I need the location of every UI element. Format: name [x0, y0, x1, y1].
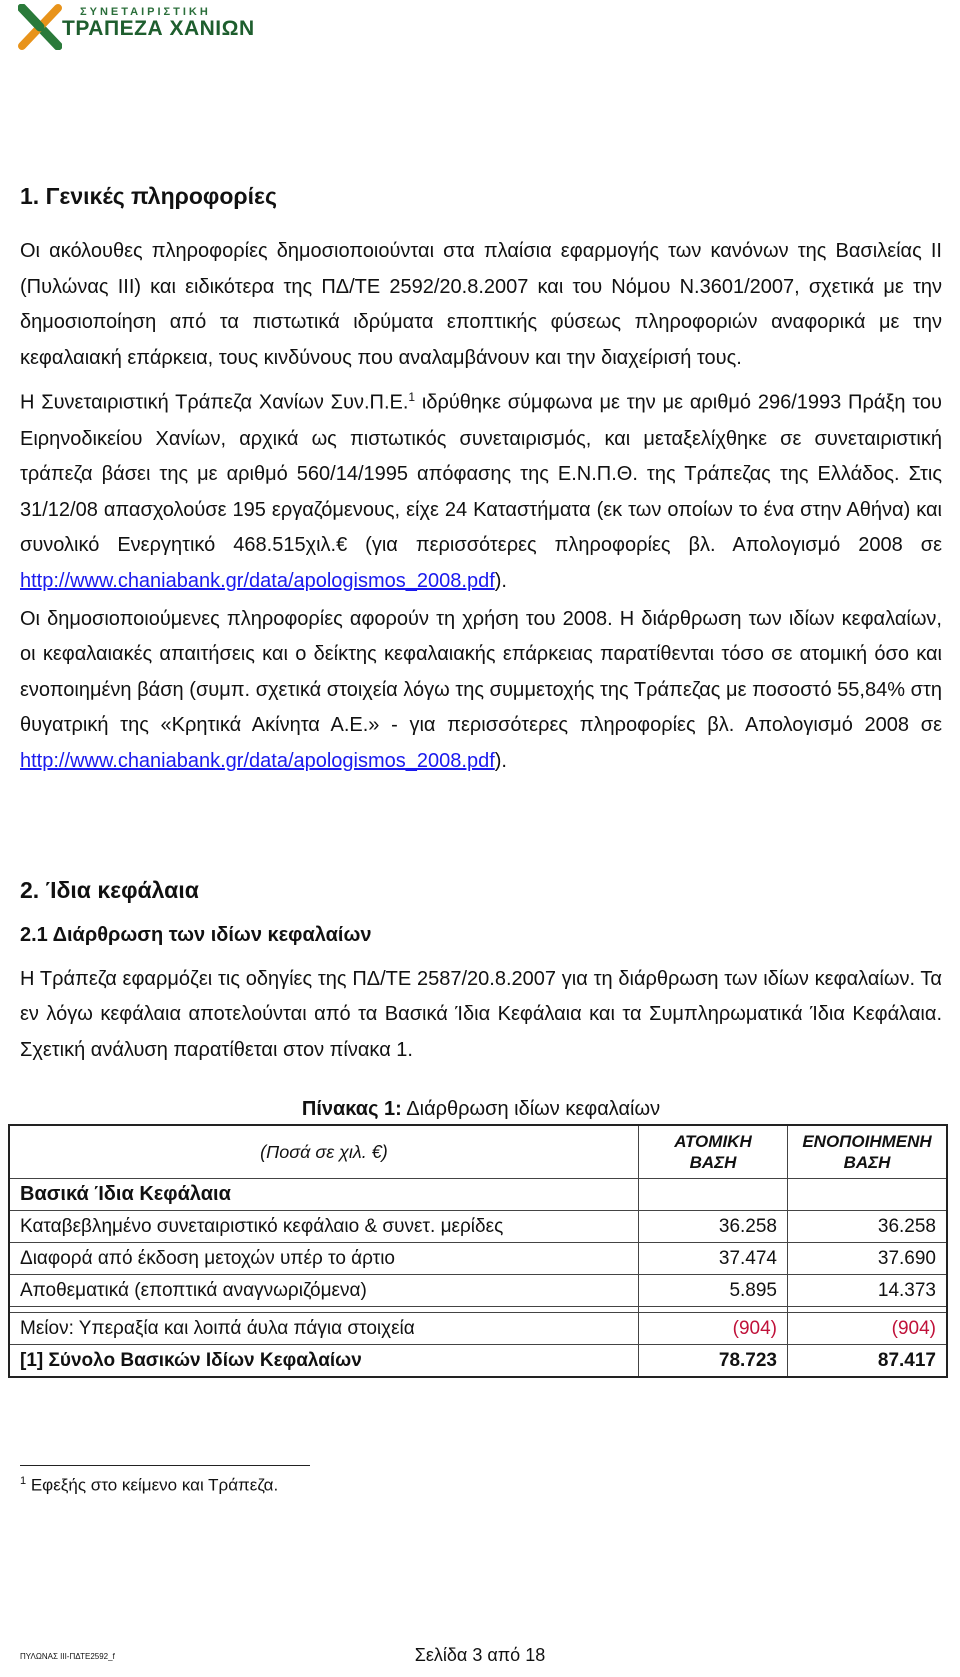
page-number: Σελίδα 3 από 18	[414, 1645, 546, 1665]
table1-title-text: Διάρθρωση ιδίων κεφαλαίων	[401, 1098, 661, 1121]
row-value-individual: 37.474	[639, 1243, 788, 1275]
group-label: Βασικά Ίδια Κεφάλαια	[9, 1179, 639, 1211]
footnote-text: Εφεξής στο κείμενο και Τράπεζα.	[26, 1475, 279, 1495]
section2-subheading: 2.1 Διάρθρωση των ιδίων κεφαλαίων	[20, 923, 372, 946]
footnote-ref[interactable]: 1	[408, 390, 416, 405]
group-row	[9, 1179, 947, 1211]
p2-body: ιδρύθηκε σύμφωνα με την με αριθμό 296/1993 Πράξη του Ειρηνοδικείου Χανίων, αρχικά ως πιστωτικός συνεταιρισμός, και μεταξελίχθηκε σε συνεταιριστική τράπεζα βάσει της με αριθμό 560/14/1995 απόφασης της Ε.Ν.Π.Θ. της Τράπεζας της Ελλάδος. Στις 31/12/08 απασχολούσε 195 εργαζόμενους, είχε 24 Καταστήματα (εκ των οποίων το ένα στην Αθήνα) και συνολικό Ενεργητικό 468.515χιλ.€ (για περισσότερες πληροφορίες βλ. Απολογισμό 2008 σε	[20, 392, 942, 557]
total-value-individual: 78.723	[639, 1345, 788, 1378]
section2-paragraph-1: Η Τράπεζα εφαρμόζει τις οδηγίες της ΠΔ/ΤΕ 2587/20.8.2007 για τη διάρθρωση των ιδίων κεφαλαίων. Τα εν λόγω κεφάλαια αποτελούνται από τα Βασικά Ίδια Κεφάλαια και τα Συμπληρωματικά Ίδια Κεφάλαια. Σχετική ανάλυση παρατίθεται στον πίνακα 1.	[20, 967, 942, 1061]
table-header-row	[9, 1125, 947, 1179]
logo-x-icon	[18, 4, 62, 50]
empty-cell	[788, 1179, 948, 1211]
row-label: Καταβεβλημένο συνεταιριστικό κεφάλαιο & συνετ. μερίδες	[9, 1211, 639, 1243]
p2-end: ).	[494, 570, 507, 592]
table-row	[9, 1243, 947, 1275]
col-header-consolidated: ΕΝΟΠΟΙΗΜΕΝΗ ΒΑΣΗ	[788, 1125, 948, 1179]
section1-paragraph-2	[20, 380, 942, 599]
brand-top-text: ΣΥΝΕΤΑΙΡΙΣΤΙΚΗ	[80, 6, 211, 18]
row-value-individual: 36.258	[639, 1211, 788, 1243]
section2-heading: 2. Ίδια κεφάλαια	[20, 876, 199, 903]
table-row	[9, 1275, 947, 1307]
apologismos-link-1[interactable]: http://www.chaniabank.gr/data/apologismos_2008.pdf	[20, 570, 495, 592]
bank-logo	[18, 2, 258, 52]
footnote	[20, 1475, 278, 1496]
col-header-individual: ΑΤΟΜΙΚΗ ΒΑΣΗ	[639, 1125, 788, 1179]
p2-start: Η Συνεταιριστική Τράπεζα Χανίων Συν.Π.Ε.	[20, 392, 409, 415]
table1-title-label: Πίνακας 1:	[301, 1098, 402, 1121]
footnote-divider	[20, 1465, 310, 1466]
row-value-consolidated: 37.690	[788, 1243, 948, 1275]
row-value-consolidated: 14.373	[788, 1275, 948, 1307]
row-value-individual: (904)	[639, 1313, 788, 1345]
apologismos-link-2[interactable]: http://www.chaniabank.gr/data/apologismos_2008.pdf	[20, 749, 495, 772]
table-row	[9, 1211, 947, 1243]
footnote-number: 1	[20, 1475, 27, 1487]
minus-row	[9, 1313, 947, 1345]
section1-paragraph-1: Οι ακόλουθες πληροφορίες δημοσιοποιούνται στα πλαίσια εφαρμογής των κανόνων της Βασιλείας ΙΙ (Πυλώνας ΙΙΙ) και ειδικότερα της ΠΔ/ΤΕ 2592/20.8.2007 και του Νόμου Ν.3601/2007, σχετικά με την δημοσιοποίηση από τα πιστωτικά ιδρύματα εποπτικής φύσεως πληροφοριών αναφορικά με την κεφαλαιακή επάρκεια, τους κινδύνους που αναλαμβάνουν και την διαχείρισή τους.	[20, 240, 942, 369]
empty-cell	[639, 1179, 788, 1211]
capital-structure-table	[8, 1124, 948, 1378]
unit-cell: (Ποσά σε χιλ. €)	[9, 1125, 639, 1179]
section1-paragraph-3	[20, 602, 942, 780]
footer-doc-id: ΠΥΛΩΝΑΣ ΙΙΙ-ΠΔΤΕ2592_f	[20, 1652, 115, 1661]
row-value-consolidated: 36.258	[788, 1211, 948, 1243]
total-value-consolidated: 87.417	[788, 1345, 948, 1378]
table1-title	[20, 1094, 942, 1124]
row-label: Μείον: Υπεραξία και λοιπά άυλα πάγια στοιχεία	[9, 1313, 639, 1345]
row-label: Διαφορά από έκδοση μετοχών υπέρ το άρτιο	[9, 1243, 639, 1275]
row-label: Αποθεματικά (εποπτικά αναγνωριζόμενα)	[9, 1275, 639, 1307]
total-row	[9, 1345, 947, 1378]
p3-body: Οι δημοσιοποιούμενες πληροφορίες αφορούν τη χρήση του 2008. Η διάρθρωση των ιδίων κεφαλαίων, οι κεφαλαιακές απαιτήσεις και ο δείκτης κεφαλαιακής επάρκειας παρατίθενται τόσο σε ατομική όσο και ενοποιημένη βάση (συμπ. σχετικά στοιχεία λόγω της συμμετοχής της Τράπεζας με ποσοστό 55,84% στη θυγατρική της «Κρητικά Ακίνητα Α.Ε.» - για περισσότερες πληροφορίες βλ. Απολογισμό 2008 σε	[20, 607, 942, 737]
brand-main-text: ΤΡΑΠΕΖΑ ΧΑΝΙΩΝ	[62, 17, 255, 40]
document-content	[20, 180, 942, 1378]
section1-heading: 1. Γενικές πληροφορίες	[20, 183, 277, 209]
p3-end: ).	[494, 749, 507, 772]
total-label: [1] Σύνολο Βασικών Ιδίων Κεφαλαίων	[9, 1345, 639, 1378]
row-value-consolidated: (904)	[788, 1313, 948, 1345]
row-value-individual: 5.895	[639, 1275, 788, 1307]
